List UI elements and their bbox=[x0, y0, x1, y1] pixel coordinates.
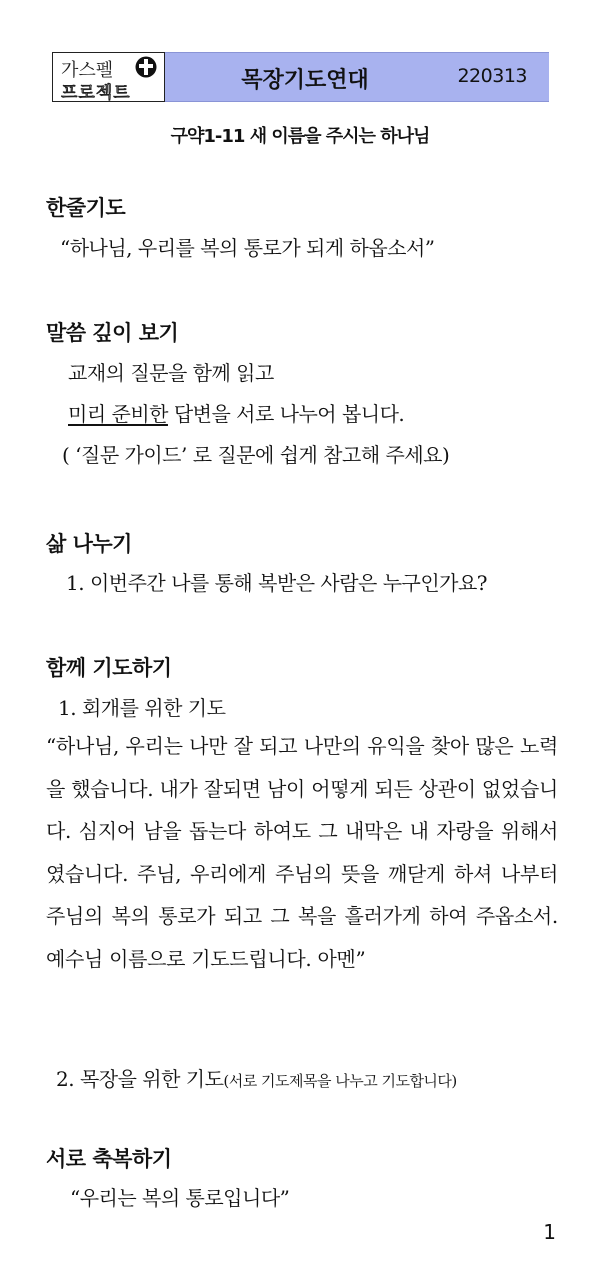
header-bar bbox=[52, 52, 549, 102]
underlined-text: 미리 준비한 bbox=[68, 402, 168, 426]
pray-together-item2 bbox=[56, 1063, 457, 1092]
life-sharing-item1: 1. 이번주간 나를 통해 복받은 사람은 누구인가요? bbox=[66, 571, 488, 595]
word-study-line3: ( ‘질문 가이드’ 로 질문에 쉽게 참고해 주세요) bbox=[62, 443, 450, 467]
gospel-project-logo bbox=[52, 52, 165, 102]
heading-blessing: 서로 축복하기 bbox=[46, 1147, 172, 1171]
pray-together-item1: 1. 회개를 위한 기도 bbox=[58, 696, 226, 720]
heading-word-study: 말씀 깊이 보기 bbox=[46, 321, 179, 345]
repentance-prayer-text: “하나님, 우리는 나만 잘 되고 나만의 유익을 찾아 많은 노력을 했습니다. 내가 잘되면 남이 어떻게 되든 상관이 없었습니다. 심지어 남을 돕는다 하여도 그 내막은 내 자랑을 위해서 였습니다. 주님, 우리에게 주님의 뜻을 깨닫게 하셔 나부터 주님의 복의 통로가 되고 그 복을 흘러가게 하여 주옵소서. 예수님 이름으로 기도드립니다. 아멘” bbox=[46, 734, 558, 971]
one-line-prayer-text: “하나님, 우리를 복의 통로가 되게 하옵소서” bbox=[60, 236, 435, 260]
cross-icon bbox=[135, 56, 157, 78]
heading-one-line-prayer: 한줄기도 bbox=[46, 196, 126, 220]
logo-text-line1: 가스펠 bbox=[61, 60, 114, 81]
item2-note: (서로 기도제목을 나누고 기도합니다) bbox=[223, 1072, 457, 1090]
logo-text-line2: 프로젝트 bbox=[61, 83, 131, 103]
heading-pray-together: 함께 기도하기 bbox=[46, 656, 172, 680]
page-title: 목장기도연대 bbox=[241, 68, 369, 93]
word-study-line2-rest: 답변을 서로 나누어 봅니다. bbox=[167, 402, 405, 426]
word-study-line2 bbox=[68, 398, 404, 427]
date-label: 220313 bbox=[457, 65, 527, 87]
title-band bbox=[165, 52, 549, 102]
page-number: 1 bbox=[543, 1220, 556, 1244]
heading-life-sharing: 삶 나누기 bbox=[46, 532, 132, 556]
lesson-subtitle: 구약1-11 새 이름을 주시는 하나님 bbox=[170, 126, 430, 147]
word-study-line1: 교재의 질문을 함께 읽고 bbox=[68, 361, 274, 385]
item2-label: 2. 목장을 위한 기도 bbox=[56, 1067, 224, 1091]
blessing-text: “우리는 복의 통로입니다” bbox=[70, 1186, 290, 1210]
